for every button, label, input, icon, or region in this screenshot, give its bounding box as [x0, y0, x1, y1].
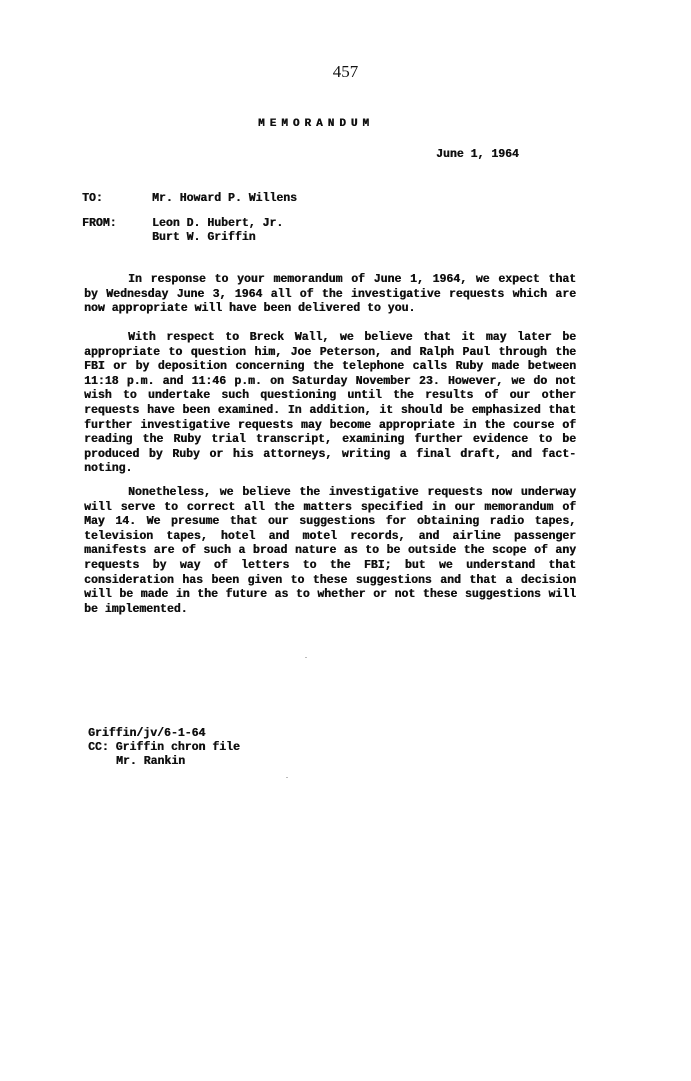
cc-line: CC: Griffin chron file — [88, 741, 240, 754]
cc-second-recipient: Mr. Rankin — [116, 755, 186, 768]
reference-initials: Griffin/jv/6-1-64 — [88, 727, 206, 740]
scan-speck — [305, 657, 307, 658]
from-sender-2: Burt W. Griffin — [152, 231, 256, 244]
from-row — [82, 217, 283, 245]
memo-date: June 1, 1964 — [436, 148, 519, 161]
to-label: TO: — [82, 192, 103, 205]
to-row — [82, 192, 297, 205]
from-label: FROM: — [82, 217, 117, 230]
scan-speck — [286, 777, 288, 778]
body-paragraph-3: Nonetheless, we believe the investigative requests now underway will serve to correct all the matters specified in our memorandum of May 14. We presume that our suggestions for obtaining radio tapes, television tapes, hotel and motel records, and airline passenger manifests are of such a broad nature as to be outside the scope of any requests by way of letters to the FBI; but we understand that consideration has been given to these suggestions and that a decision will be made in the future as to whether or not these suggestions will be implemented. — [84, 486, 576, 616]
body-paragraph-2: With respect to Breck Wall, we believe that it may later be appropriate to question him, Joe Peterson, and Ralph Paul through the FBI or by deposition concerning the telephone calls Ruby made between 11:18 p.m. and 11:46 p.m. on Saturday November 23. However, we do not wish to undertake such questioning until the results of our other requests have been examined. In addition, it should be emphasized that further investigative requests may become appropriate in the course of reading the Ruby trial transcript, examining further evidence to be produced by Ruby or his attorneys, writing a final draft, and fact-noting. — [84, 331, 576, 476]
page-number: 457 — [332, 62, 359, 81]
from-senders — [152, 217, 283, 245]
from-sender-1: Leon D. Hubert, Jr. — [152, 217, 284, 230]
footer-block — [88, 727, 240, 769]
memo-title: MEMORANDUM — [258, 118, 375, 130]
body-paragraph-1: In response to your memorandum of June 1, 1964, we expect that by Wednesday June 3, 1964 all of the investigative requests which are now appropriate will have been delivered to you. — [84, 273, 576, 316]
to-recipient: Mr. Howard P. Willens — [152, 192, 297, 205]
